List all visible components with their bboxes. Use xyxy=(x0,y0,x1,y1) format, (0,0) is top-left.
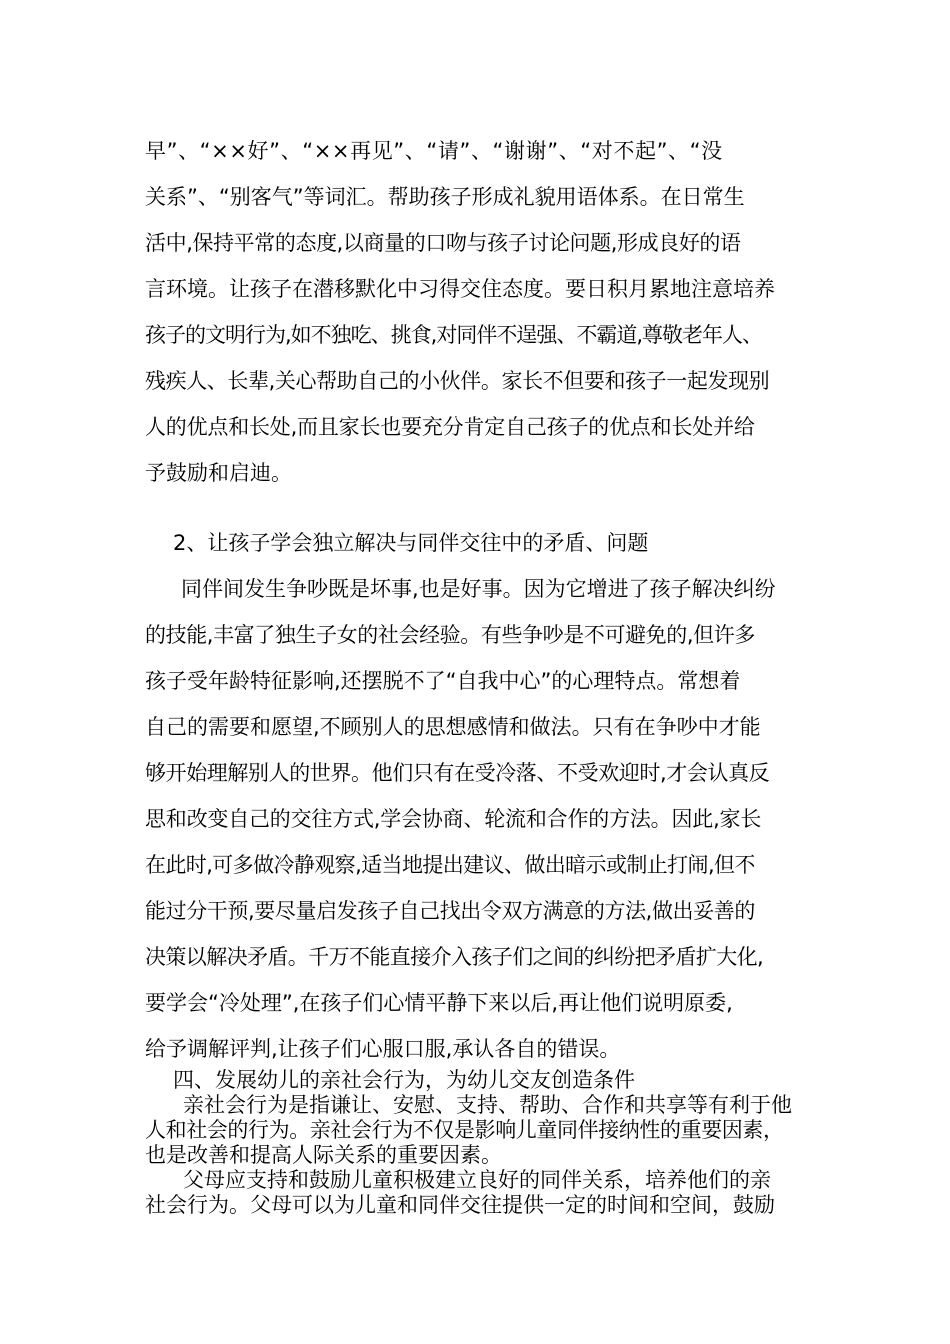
section-heading-2: 2、让孩子学会独立解决与同伴交往中的矛盾、问题 xyxy=(173,531,649,555)
text-line: 残疾人、长辈,关心帮助自己的小伙伴。家长不但要和孩子一起发现别 xyxy=(145,369,770,393)
text-line: 决策以解决矛盾。千万不能直接介入孩子们之间的纠纷把矛盾扩大化, xyxy=(145,945,764,969)
section-part-2 xyxy=(145,1068,815,1218)
text-line: 的技能,丰富了独生子女的社会经验。有些争吵是不可避免的,但许多 xyxy=(145,623,755,647)
section-heading-4: 四、发展幼儿的亲社会行为，为幼儿交友创造条件 xyxy=(173,1068,635,1092)
paragraph-1 xyxy=(145,128,815,496)
text-line: 给予调解评判,让孩子们心服口服,承认各自的错误。 xyxy=(145,1037,621,1061)
text-line: 在此时,可多做冷静观察,适当地提出建议、做出暗示或制止打闹,但不 xyxy=(145,853,755,877)
paragraph-2 xyxy=(145,566,815,1072)
text-line: 同伴间发生争吵既是坏事,也是好事。因为它增进了孩子解决纠纷 xyxy=(181,577,776,601)
text-line: 够开始理解别人的世界。他们只有在受冷落、不受欢迎时,才会认真反 xyxy=(145,761,770,785)
text-line: 亲社会行为是指谦让、安慰、支持、帮助、合作和共享等有利于他 xyxy=(183,1093,792,1117)
paragraph-4 xyxy=(145,1168,815,1218)
paragraph-gap xyxy=(145,496,815,520)
paragraph-3 xyxy=(145,1093,815,1168)
text-line: 人和社会的行为。亲社会行为不仅是影响儿童同伴接纳性的重要因素， xyxy=(145,1118,784,1142)
text-line: 言环境。让孩子在潜移默化中习得交住态度。要日积月累地注意培养 xyxy=(145,277,775,301)
text-line: 也是改善和提高人际关系的重要因素。 xyxy=(145,1143,502,1167)
text-line: 予鼓励和启迪。 xyxy=(145,461,292,485)
text-line: 孩子的文明行为,如不独吃、挑食,对同伴不逞强、不霸道,尊敬老年人、 xyxy=(145,323,763,347)
text-line: 能过分干预,要尽量启发孩子自己找出令双方满意的方法,做出妥善的 xyxy=(145,899,755,923)
text-line: 要学会“冷处理”,在孩子们心情平静下来以后,再让他们说明原委, xyxy=(145,991,733,1015)
text-line: 早”、“××好”、“××再见”、“请”、“谢谢”、“对不起”、“没 xyxy=(145,139,723,163)
text-line: 自己的需要和愿望,不顾别人的思想感情和做法。只有在争吵中才能 xyxy=(145,715,761,739)
text-line: 人的优点和长处,而且家长也要充分肯定自己孩子的优点和长处并给 xyxy=(145,415,755,439)
text-line: 思和改变自己的交往方式,学会协商、轮流和合作的方法。因此,家长 xyxy=(145,807,762,831)
text-line: 社会行为。父母可以为儿童和同伴交往提供一定的时间和空间，鼓励 xyxy=(145,1193,775,1217)
text-line: 父母应支持和鼓励儿童积极建立良好的同伴关系，培养他们的亲 xyxy=(183,1168,771,1192)
text-line: 孩子受年龄特征影响,还摆脱不了“自我中心”的心理特点。常想着 xyxy=(145,669,741,693)
text-line: 关系”、“别客气”等词汇。帮助孩子形成礼貌用语体系。在日常生 xyxy=(145,185,745,209)
text-line: 活中,保持平常的态度,以商量的口吻与孩子讨论问题,形成良好的语 xyxy=(145,231,741,255)
section-part-1 xyxy=(145,128,815,1072)
